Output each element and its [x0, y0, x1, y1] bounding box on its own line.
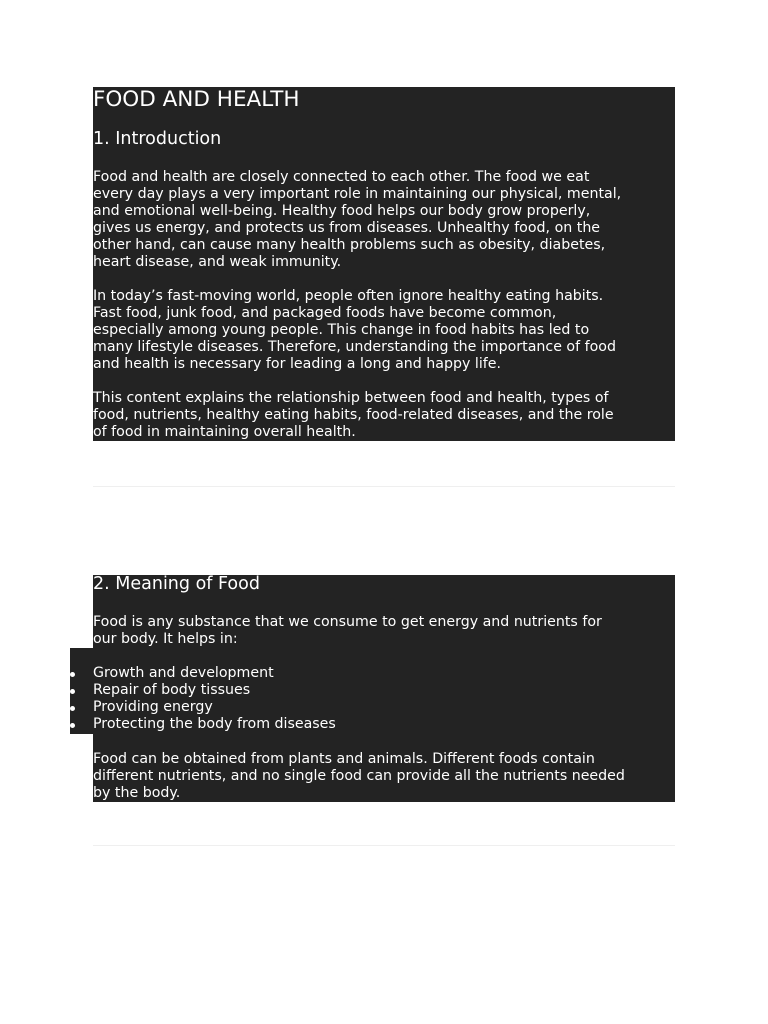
text-line: and emotional well-being. Healthy food helps our body grow properly, [93, 203, 591, 219]
text-line: heart disease, and weak immunity. [93, 254, 342, 270]
document-title: FOOD AND HEALTH [93, 87, 300, 112]
intro-paragraph-2 [93, 288, 675, 373]
intro-paragraph-1 [93, 169, 675, 271]
text-line: Food is any substance that we consume to get energy and nutrients for [93, 614, 602, 630]
text-line: Food and health are closely connected to each other. The food we eat [93, 169, 590, 185]
bullet-icon [70, 706, 75, 711]
text-line: every day plays a very important role in maintaining our physical, mental, [93, 186, 622, 202]
intro-paragraph-3 [93, 390, 675, 441]
text-line: other hand, can cause many health problems such as obesity, diabetes, [93, 237, 606, 253]
text-line: especially among young people. This change in food habits has led to [93, 322, 590, 338]
section-intro-block [93, 87, 675, 441]
bullet-icon [70, 723, 75, 728]
section-heading-meaning: 2. Meaning of Food [93, 574, 260, 594]
meaning-paragraph-2 [93, 751, 675, 802]
text-line: many lifestyle diseases. Therefore, understanding the importance of food [93, 339, 616, 355]
text-line: gives us energy, and protects us from diseases. Unhealthy food, on the [93, 220, 601, 236]
bullet-icon [70, 672, 75, 677]
bullet-icon [70, 689, 75, 694]
section-heading-introduction: 1. Introduction [93, 129, 222, 149]
list-item [70, 682, 336, 699]
text-line: Fast food, junk food, and packaged foods have become common, [93, 305, 557, 321]
list-item [70, 699, 336, 716]
text-line: Food can be obtained from plants and animals. Different foods contain [93, 751, 595, 767]
list-item [70, 716, 336, 733]
text-line: In today’s fast-moving world, people often ignore healthy eating habits. [93, 288, 604, 304]
text-line: and health is necessary for leading a long and happy life. [93, 356, 502, 372]
text-line: different nutrients, and no single food can provide all the nutrients needed [93, 768, 625, 784]
list-item-text: Protecting the body from diseases [93, 716, 336, 732]
section-divider [93, 486, 675, 487]
text-line: of food in maintaining overall health. [93, 424, 356, 440]
list-item-text: Repair of body tissues [93, 682, 251, 698]
text-line: This content explains the relationship between food and health, types of [93, 390, 609, 406]
text-line: food, nutrients, healthy eating habits, food-related diseases, and the role [93, 407, 614, 423]
list-item-text: Providing energy [93, 699, 213, 715]
text-line: our body. It helps in: [93, 631, 238, 647]
section-divider [93, 845, 675, 846]
text-line: by the body. [93, 785, 181, 801]
list-item-text: Growth and development [93, 665, 274, 681]
meaning-paragraph-1 [93, 614, 675, 648]
food-uses-list [70, 665, 336, 733]
list-item [70, 665, 336, 682]
